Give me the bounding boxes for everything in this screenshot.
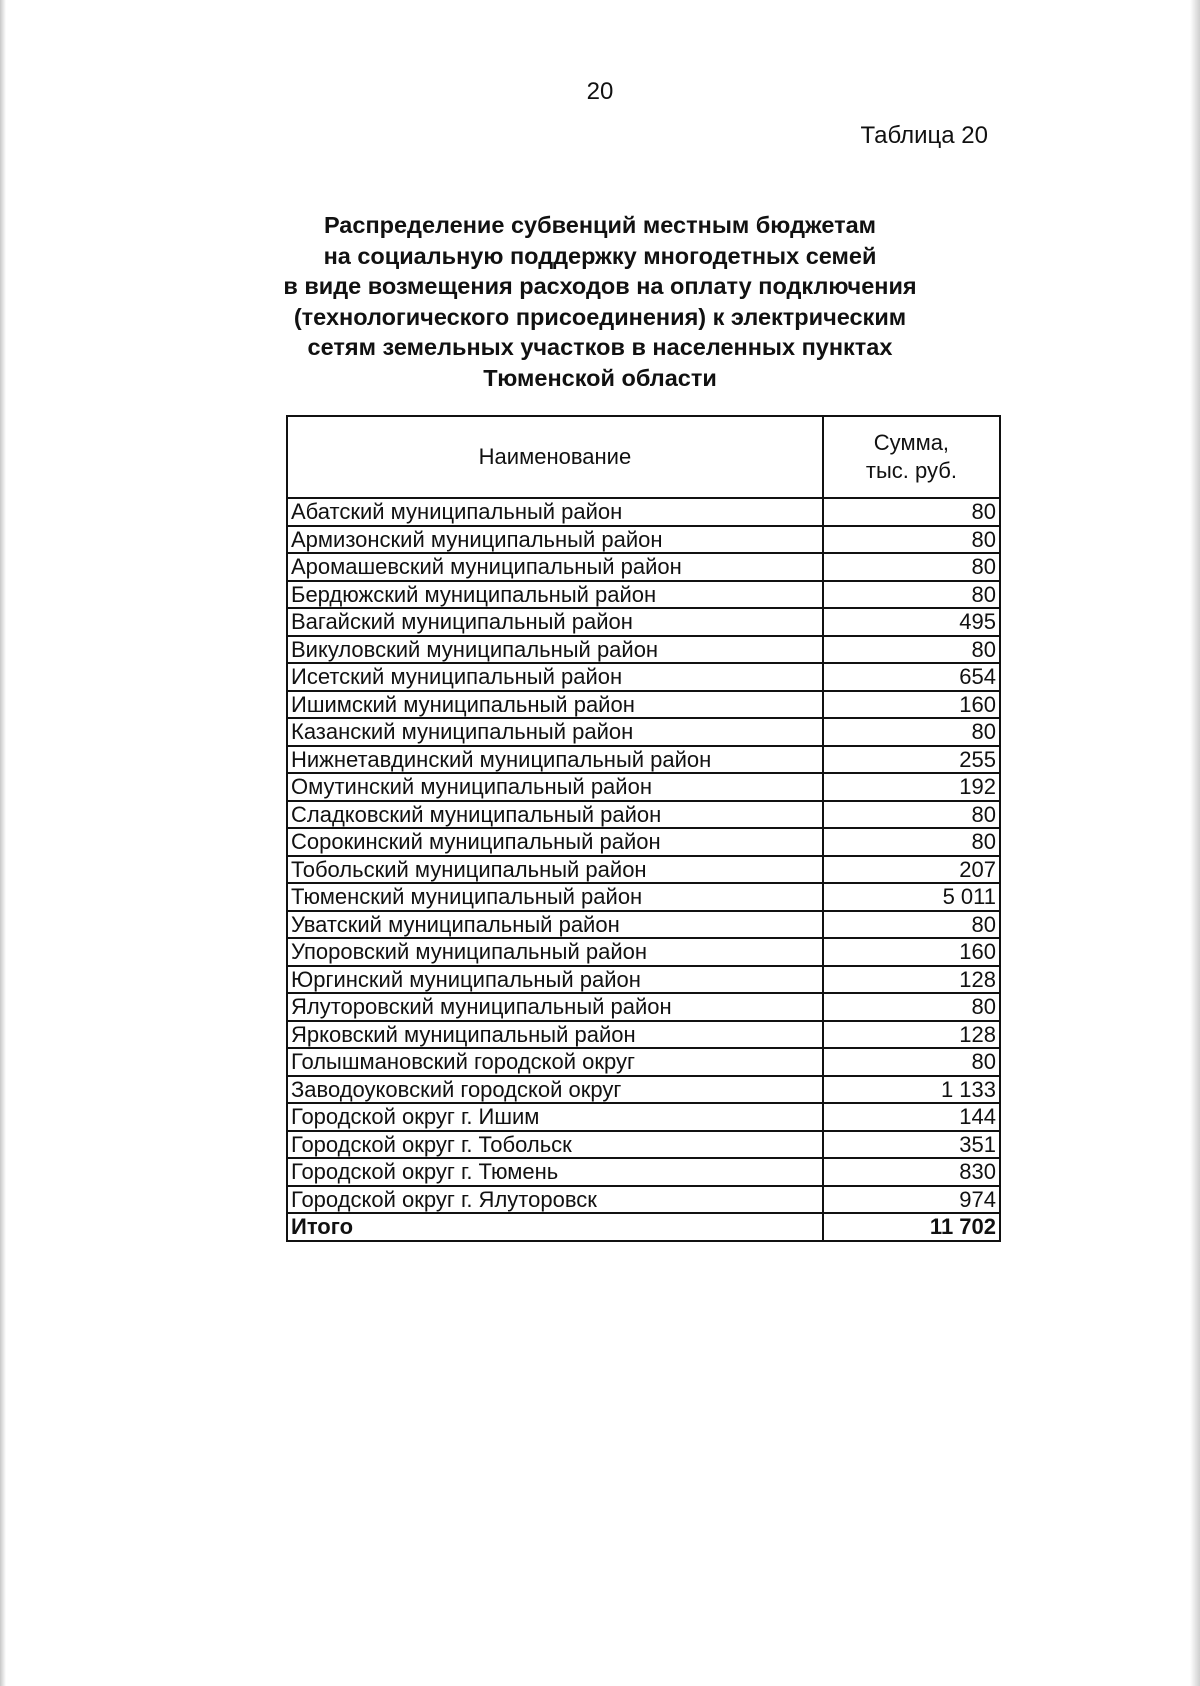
table-row	[287, 746, 1000, 774]
row-value: 974	[823, 1186, 1000, 1214]
row-name: Омутинский муниципальный район	[287, 773, 823, 801]
row-name: Ялуторовский муниципальный район	[287, 993, 823, 1021]
row-name: Вагайский муниципальный район	[287, 608, 823, 636]
row-name: Заводоуковский городской округ	[287, 1076, 823, 1104]
row-value: 80	[823, 553, 1000, 581]
row-value: 207	[823, 856, 1000, 884]
row-name: Упоровский муниципальный район	[287, 938, 823, 966]
row-value: 80	[823, 993, 1000, 1021]
row-value: 255	[823, 746, 1000, 774]
row-name: Казанский муниципальный район	[287, 718, 823, 746]
scan-edge-left	[0, 0, 6, 1686]
table-row	[287, 993, 1000, 1021]
row-value: 80	[823, 911, 1000, 939]
row-name: Викуловский муниципальный район	[287, 636, 823, 664]
table-row	[287, 801, 1000, 829]
row-name: Уватский муниципальный район	[287, 911, 823, 939]
row-value: 80	[823, 1048, 1000, 1076]
row-value: 80	[823, 801, 1000, 829]
table-row	[287, 883, 1000, 911]
title-line: Тюменской области	[483, 364, 717, 391]
table-header-row	[287, 416, 1000, 498]
header-sum	[823, 416, 1000, 498]
row-name: Исетский муниципальный район	[287, 663, 823, 691]
table-label: Таблица 20	[860, 122, 988, 149]
row-value: 80	[823, 581, 1000, 609]
row-value: 160	[823, 938, 1000, 966]
total-value: 11 702	[823, 1213, 1000, 1241]
table-row	[287, 581, 1000, 609]
row-value: 128	[823, 1021, 1000, 1049]
table-row	[287, 1103, 1000, 1131]
table-row	[287, 636, 1000, 664]
document-title	[240, 210, 960, 393]
table-row	[287, 691, 1000, 719]
row-name: Городской округ г. Ишим	[287, 1103, 823, 1131]
row-name: Абатский муниципальный район	[287, 498, 823, 526]
table-row	[287, 773, 1000, 801]
row-value: 495	[823, 608, 1000, 636]
scan-edge-right	[1190, 0, 1200, 1686]
row-value: 128	[823, 966, 1000, 994]
table-row	[287, 553, 1000, 581]
subvention-table	[286, 415, 1001, 1242]
title-line: Распределение субвенций местным бюджетам	[323, 212, 877, 238]
table-row	[287, 498, 1000, 526]
table-row	[287, 608, 1000, 636]
row-name: Городской округ г. Ялуторовск	[287, 1186, 823, 1214]
title-line: на социальную поддержку многодетных семей	[323, 242, 877, 269]
row-value: 654	[823, 663, 1000, 691]
header-name-label: Наименование	[478, 444, 632, 469]
title-line: сетям земельных участков в населенных пунктах	[307, 334, 893, 360]
row-value: 5 011	[823, 883, 1000, 911]
title-line: (технологического присоединения) к электрическим	[293, 303, 907, 330]
row-value: 80	[823, 636, 1000, 664]
row-name: Ишимский муниципальный район	[287, 691, 823, 719]
table-row	[287, 1021, 1000, 1049]
header-name	[287, 416, 823, 498]
row-name: Городской округ г. Тобольск	[287, 1131, 823, 1159]
row-name: Армизонский муниципальный район	[287, 526, 823, 554]
table-row	[287, 1186, 1000, 1214]
row-value: 351	[823, 1131, 1000, 1159]
row-value: 80	[823, 498, 1000, 526]
table-row	[287, 828, 1000, 856]
row-name: Голышмановский городской округ	[287, 1048, 823, 1076]
row-value: 80	[823, 828, 1000, 856]
row-value: 160	[823, 691, 1000, 719]
row-value: 192	[823, 773, 1000, 801]
row-value: 80	[823, 526, 1000, 554]
row-name: Сладковский муниципальный район	[287, 801, 823, 829]
table-row	[287, 1131, 1000, 1159]
table-row	[287, 663, 1000, 691]
table-row	[287, 966, 1000, 994]
row-name: Аромашевский муниципальный район	[287, 553, 823, 581]
row-name: Юргинский муниципальный район	[287, 966, 823, 994]
row-value: 830	[823, 1158, 1000, 1186]
row-value: 80	[823, 718, 1000, 746]
row-name: Сорокинский муниципальный район	[287, 828, 823, 856]
page-number: 20	[586, 78, 614, 105]
row-name: Тобольский муниципальный район	[287, 856, 823, 884]
header-sum-line1: Сумма,	[873, 430, 950, 455]
total-row	[287, 1213, 1000, 1241]
row-name: Тюменский муниципальный район	[287, 883, 823, 911]
row-name: Бердюжский муниципальный район	[287, 581, 823, 609]
table-row	[287, 938, 1000, 966]
row-name: Нижнетавдинский муниципальный район	[287, 746, 823, 774]
table-row	[287, 856, 1000, 884]
total-label: Итого	[287, 1213, 823, 1241]
table-body	[287, 498, 1000, 1241]
table-row	[287, 911, 1000, 939]
title-line: в виде возмещения расходов на оплату подключения	[283, 273, 917, 299]
row-value: 144	[823, 1103, 1000, 1131]
row-name: Городской округ г. Тюмень	[287, 1158, 823, 1186]
table-row	[287, 1076, 1000, 1104]
row-value: 1 133	[823, 1076, 1000, 1104]
row-name: Ярковский муниципальный район	[287, 1021, 823, 1049]
table-row	[287, 718, 1000, 746]
table-row	[287, 526, 1000, 554]
table-row	[287, 1158, 1000, 1186]
table-row	[287, 1048, 1000, 1076]
header-sum-line2: тыс. руб.	[865, 458, 957, 483]
